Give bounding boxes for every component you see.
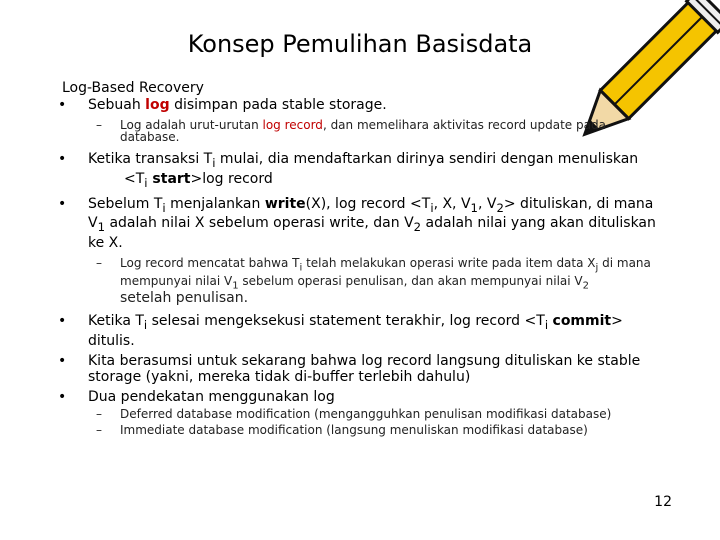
bullet-glyph: •	[58, 97, 67, 113]
bullet-glyph: •	[58, 352, 67, 369]
slide-title: Konsep Pemulihan Basisdata	[187, 30, 533, 58]
bullet-1: • Sebuah log disimpan pada stable storage.	[58, 97, 387, 113]
bullet-4: • Ketika $T_i$ selesai mengeksekusi statement terakhir, log record $<T_i$ commit> ditulis.	[58, 312, 623, 349]
commit-keyword: commit	[552, 312, 612, 329]
bullet-2: • Ketika transaksi $T_i$ mulai, dia mendaftarkan dirinya sendiri dengan menuliskan $<T_i$ start>log record	[58, 151, 639, 190]
bullet-glyph: •	[58, 388, 67, 405]
section-heading: Log-Based Recovery	[62, 80, 204, 96]
dash-glyph: –	[96, 406, 102, 421]
dash-glyph: –	[96, 118, 102, 132]
bullet-glyph: •	[58, 195, 67, 212]
sub-bullet-4: – Immediate database modification (langsung menuliskan modifikasi database)	[96, 422, 588, 437]
bullet-6: • Dua pendekatan menggunakan log	[58, 388, 335, 405]
sub-bullet-3: – Deferred database modification (mengangguhkan penulisan modifikasi database)	[96, 406, 612, 421]
write-keyword: write	[264, 195, 306, 212]
log-record-keyword: log record	[262, 118, 323, 132]
sub-bullet-1: – Log adalah urut-urutan log record, dan memelihara aktivitas record update pada database.	[96, 118, 606, 144]
bullet-glyph: •	[58, 151, 67, 167]
sub-bullet-2: – Log record mencatat bahwa $T_i$ telah melakukan operasi write pada item data $X_j$ di mana mempunyai nilai $V_1$ sebelum operasi penulisan, dan akan mempunyai nilai $V_2$ setelah penulisan.	[96, 256, 651, 306]
start-keyword: start	[147, 170, 191, 187]
dash-glyph: –	[96, 422, 102, 437]
slide-content	[58, 80, 662, 437]
bullet-glyph: •	[58, 312, 67, 329]
bullet-3: • Sebelum $T_i$ menjalankan write(X), log record $<T_i$, X, $V_1$, $V_2>$ dituliskan, di mana $V_1$ adalah nilai X sebelum operasi write, dan $V_2$ adalah nilai yang akan dituliskan ke X.	[58, 195, 656, 252]
page-number: 12	[654, 494, 672, 510]
dash-glyph: –	[96, 256, 102, 271]
bullet-5: • Kita berasumsi untuk sekarang bahwa log record langsung dituliskan ke stable storage (yakni, mereka tidak di-buffer terlebih dahulu)	[58, 352, 641, 385]
log-keyword: log	[145, 97, 170, 113]
